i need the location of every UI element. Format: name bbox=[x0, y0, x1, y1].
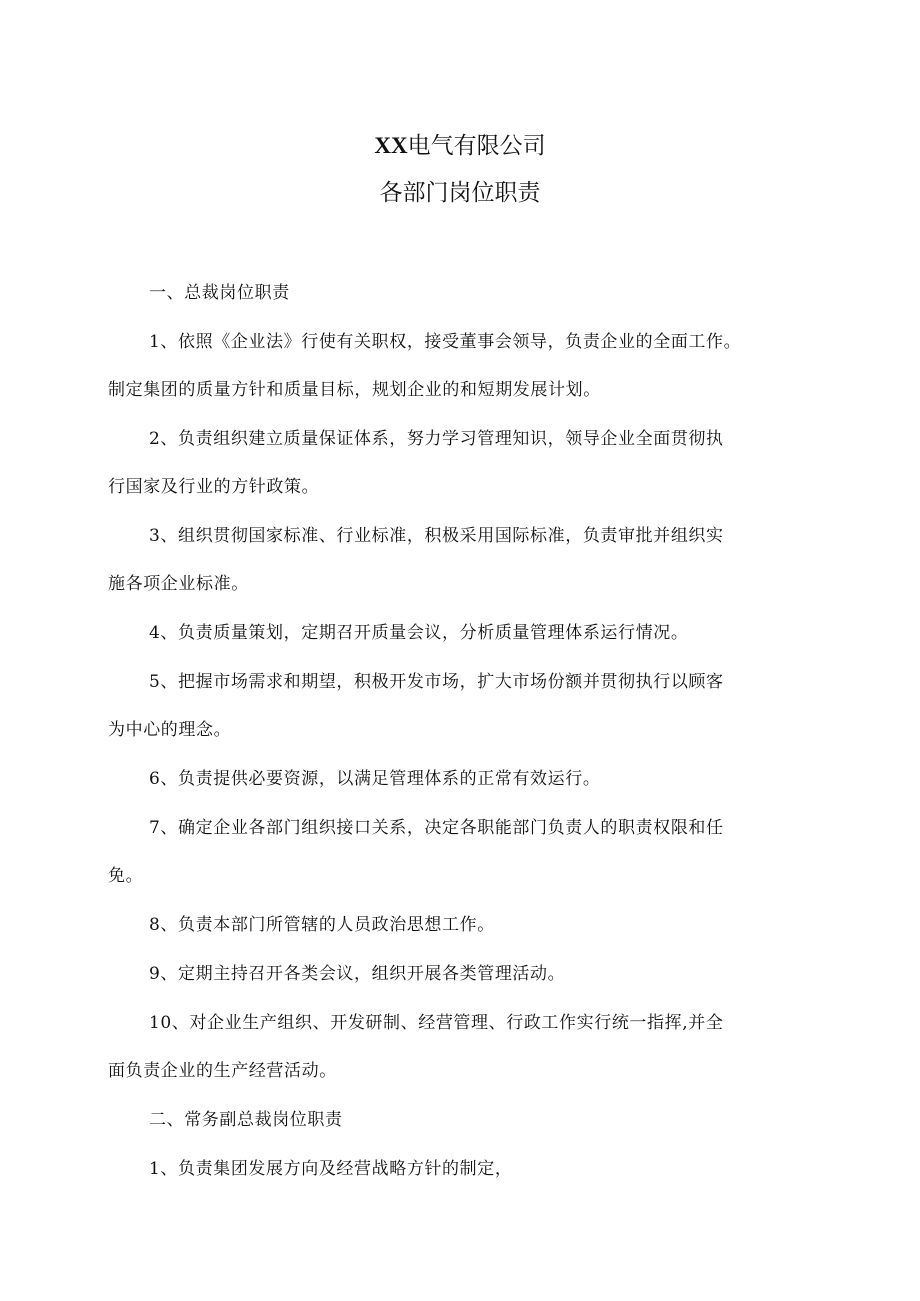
duty-item-1-6: 6、负责提供必要资源，以满足管理体系的正常有效运行。 bbox=[149, 769, 601, 789]
company-title bbox=[0, 131, 920, 161]
duty-line: 免。 bbox=[108, 866, 144, 886]
company-title-latin: XX bbox=[374, 133, 408, 158]
duty-line: 5、把握市场需求和期望，积极开发市场，扩大市场份额并贯彻执行以顾客 bbox=[149, 672, 724, 692]
duty-line: 10、对企业生产组织、开发研制、经营管理、行政工作实行统一指挥,并全 bbox=[149, 1013, 724, 1033]
duty-line: 2、负责组织建立质量保证体系，努力学习管理知识，领导企业全面贯彻执 bbox=[149, 429, 724, 449]
document-body bbox=[108, 278, 814, 1203]
duty-item-1-5 bbox=[108, 667, 814, 745]
duty-item-1-4: 4、负责质量策划，定期召开质量会议，分析质量管理体系运行情况。 bbox=[149, 623, 689, 643]
section-heading-2: 二、常务副总裁岗位职责 bbox=[149, 1110, 343, 1130]
duty-line: 行国家及行业的方针政策。 bbox=[108, 477, 320, 497]
document-subtitle: 各部门岗位职责 bbox=[379, 180, 541, 206]
duty-item-1-3 bbox=[108, 521, 814, 599]
duty-item-1-1 bbox=[108, 327, 814, 405]
duty-line: 施各项企业标准。 bbox=[108, 574, 249, 594]
duty-item-1-10 bbox=[108, 1008, 814, 1086]
duty-line: 3、组织贯彻国家标准、行业标准，积极采用国际标准，负责审批并组织实 bbox=[149, 526, 724, 546]
duty-item-1-7 bbox=[108, 813, 814, 891]
duty-item-1-2 bbox=[108, 424, 814, 502]
duty-item-1-8: 8、负责本部门所管辖的人员政治思想工作。 bbox=[149, 915, 495, 935]
duty-item-1-9: 9、定期主持召开各类会议，组织开展各类管理活动。 bbox=[149, 964, 566, 984]
duty-line: 为中心的理念。 bbox=[108, 720, 232, 740]
section-heading-1: 一、总裁岗位职责 bbox=[149, 283, 290, 303]
duty-item-2-1: 1、负责集团发展方向及经营战略方针的制定， bbox=[149, 1159, 513, 1179]
company-title-name: 电气有限公司 bbox=[407, 133, 546, 159]
duty-line: 面负责企业的生产经营活动。 bbox=[108, 1061, 337, 1081]
duty-line: 1、依照《企业法》行使有关职权，接受董事会领导，负责企业的全面工作。 bbox=[149, 332, 742, 352]
duty-line: 制定集团的质量方针和质量目标，规划企业的和短期发展计划。 bbox=[108, 380, 601, 400]
duty-line: 7、确定企业各部门组织接口关系，决定各职能部门负责人的职责权限和任 bbox=[149, 818, 724, 838]
